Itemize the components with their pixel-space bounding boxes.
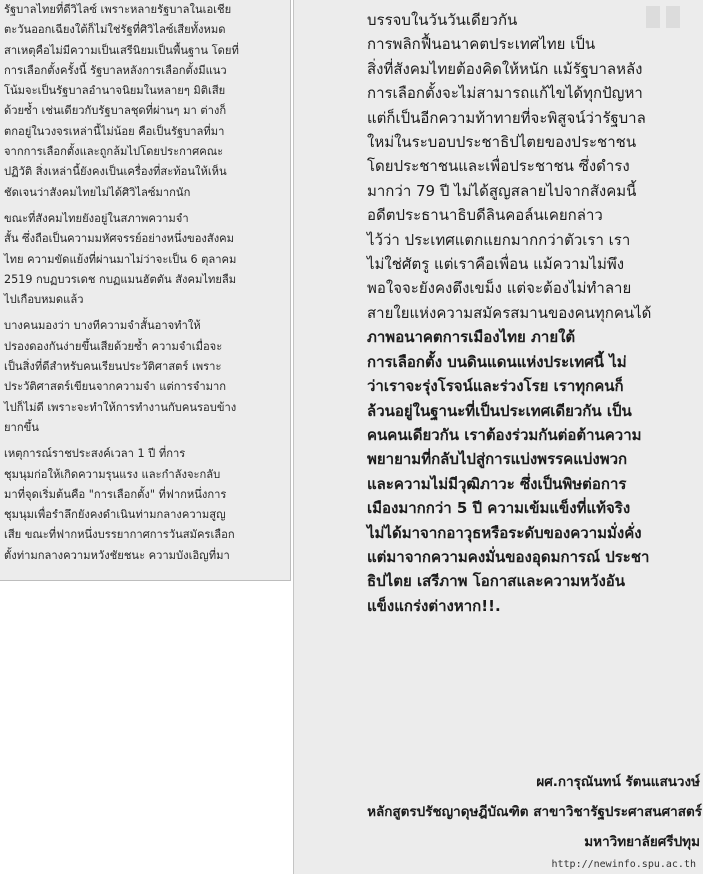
left-paragraph: ขณะที่สังคมไทยยังอยู่ในสภาพความจำ สั้น ซึ่งถือเป็นความมหัศจรรย์อย่างหนึ่งของสังคม ไทย ความขัดแย้งที่ผ่านมาไม่ว่าจะเป็น 6 ตุลาคม 2519 กบฏบวรเดช กบฏแมนฮัตตัน สังคมไทยลืม ไปเกือบหมดแล้ว (4, 211, 237, 307)
left-paragraph: บางคนมองว่า บางทีความจำสั้นอาจทำให้ ปรองดองกันง่ายขึ้นเสียด้วยซ้ำ ความจำเมื่อจะ เป็นสิ่งที่ดีสำหรับคนเรียนประวัติศาสตร์ เพราะ ประวัติศาสตร์เขียนจากความจำ แต่การจำมาก ไปก็ไม่ดี เพราะจะทำให้การทำงานกับคนรอบข้าง ยากขึ้น (4, 319, 237, 434)
right-paragraph-lincoln-quote: อดีตประธานาธิบดีลินคอล์นเคยกล่าว ไว้ว่า ประเทศแตกแยกมากกว่าตัวเรา เรา ไม่ใช่ศัตรู แต่เราคือเพื่อน แม้ความไม่พึง พอใจจะยังคงตึงเขม็ง แต่จะต้องไม่ทำลาย สายใยแห่งความสมัครสมานของคนทุกคนได้ (367, 206, 652, 322)
right-paragraph-conclusion: ภาพอนาคตการเมืองไทย ภายใต้ การเลือกตั้ง บนดินแดนแห่งประเทศนี้ ไม่ ว่าเราจะรุ่งโรจน์และร่วงโรย เราทุกคนก็ ล้วนอยู่ในฐานะที่เป็นประเทศเดียวกัน เป็น คนคนเดียวกัน เราต้องร่วมกันต่อต้านความ พยายามที่กลับไปสู่การแบ่งพรรคแบ่งพวก และความไม่มีวุฒิภาวะ ซึ่งเป็นพิษต่อการ เมืองมากกว่า 5 ปี ความเข้มแข็งที่แท้จริง ไม่ได้มาจากอาวุธหรือระดับของความมั่งคั่ง แต่มาจากความคงมั่นของอุดมการณ์ ประชา ธิปไตย เสรีภาพ โอกาสและความหวังอัน แข็งแกร่งต่างหาก!!. (367, 328, 650, 615)
left-column-clipping (0, 0, 291, 581)
left-paragraph: เหตุการณ์ราชประสงค์เวลา 1 ปี ที่การ ชุมนุมก่อให้เกิดความรุนแรง และกำลังจะกลับ มาที่จุดเริ่มต้นคือ "การเลือกตั้ง" ที่ฟากหนึ่งการ ชุมนุมเพื่อรำลึกยังคงดำเนินท่ามกลางความสูญ เสีย ขณะที่ฟากหนึ่งบรรยากาศการวันสมัครเลือก ตั้งท่ามกลางความหวังชัยชนะ ความบังเอิญที่มา (4, 447, 235, 562)
author-university: มหาวิทยาลัยศรีปทุม (584, 834, 700, 850)
right-column-clipping (293, 0, 703, 874)
source-url: http://newinfo.spu.ac.th (551, 859, 696, 870)
author-name: ผศ.การุณันทน์ รัตนแสนวงษ์ (536, 774, 700, 790)
right-paragraph-opening: บรรจบในวันวันเดียวกัน (367, 11, 518, 29)
left-paragraph: รัฐบาลไทยที่ดีวิไลซ์ เพราะหลายรัฐบาลในเอเชีย ตะวันออกเฉียงใต้ก็ไม่ใช่รัฐที่ศิวิไลซ์เสียทั้งหมด สาเหตุคือไม่มีความเป็นเสรีนิยมเป็นพื้นฐาน โดยที่ การเลือกตั้งครั้งนี้ รัฐบาลหลังการเลือกตั้งมีแนว โน้มจะเป็นรัฐบาลอำนาจนิยมในหลายๆ มิติเสีย ด้วยซ้ำ เช่นเดียวกับรัฐบาลชุดที่ผ่านๆ มา ต่างก็ ตกอยู่ในวงจรเหล่านี้ไม่น้อย คือเป็นรัฐบาลที่มา จากการเลือกตั้งและถูกล้มไปโดยประกาศคณะ ปฏิวัติ สิ่งเหล่านี้ยังคงเป็นเครื่องที่สะท้อนให้เห็น ชัดเจนว่าสังคมไทยไม่ได้ศิวิไลซ์มากนัก (4, 3, 239, 199)
right-column-text (367, 8, 702, 618)
left-column-text (4, 0, 286, 566)
author-program: หลักสูตรปรัชญาดุษฎีบัณฑิต สาขาวิชารัฐประศาสนศาสตร์ (367, 804, 702, 820)
right-paragraph-future: การพลิกฟื้นอนาคตประเทศไทย เป็น สิ่งที่สังคมไทยต้องคิดให้หนัก แม้รัฐบาลหลัง การเลือกตั้งจะไม่สามารถแก้ไขได้ทุกปัญหา แต่ก็เป็นอีกความท้าทายที่จะพิสูจน์ว่ารัฐบาล ใหม่ในระบอบประชาธิปไตยของประชาชน โดยประชาชนและเพื่อประชาชน ซึ่งดำรง มากว่า 79 ปี ไม่ได้สูญสลายไปจากสังคมนี้ (367, 35, 646, 200)
